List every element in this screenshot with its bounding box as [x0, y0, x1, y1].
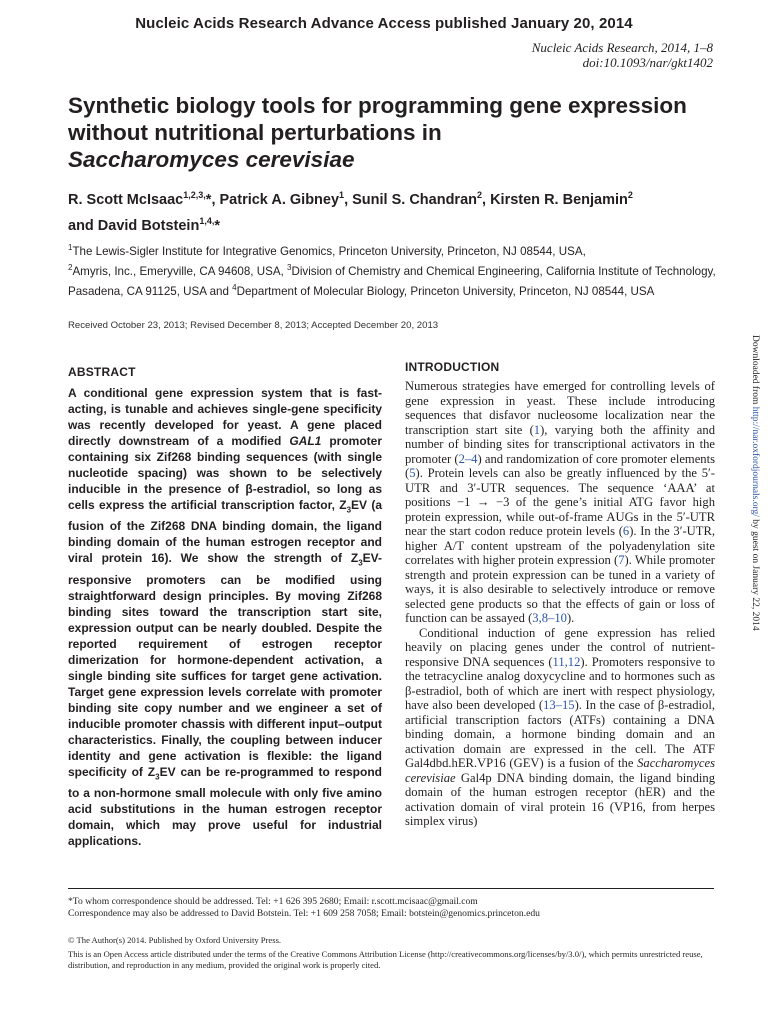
affiliation-number: 4 [232, 282, 237, 292]
reference-link[interactable]: 11,12 [552, 654, 581, 669]
author-affiliation-marker: 2 [627, 190, 633, 200]
footnote-divider [68, 888, 714, 889]
copyright-notice [68, 935, 728, 971]
affiliation-text: Division of Chemistry and Chemical Engineering, California Institute of Technology, Pasadena, CA 91125, USA and [68, 264, 716, 298]
intro-segment: ) and randomization of core promoter elements ( [405, 451, 715, 480]
intro-segment: ). [566, 611, 575, 625]
download-watermark [750, 335, 760, 631]
reference-link[interactable]: 5 [409, 466, 416, 480]
reference-link[interactable]: 1 [533, 422, 541, 437]
watermark-text: by guest on January 22, 2014 [750, 516, 760, 631]
author-name: R. Scott McIsaac [68, 191, 184, 208]
journal-link[interactable]: http://nar.oxfordjournals.org/ [750, 406, 760, 517]
title-species: Saccharomyces cerevisiae [68, 147, 355, 172]
abstract-segment: A conditional gene expression system that is fast-acting, is tunable and achieves single-gene specificity was recently developed for yeast. A gene placed directly downstream of a modified [68, 386, 382, 448]
species-name: Saccharomyces cerevisiae [405, 756, 715, 785]
introduction-text [405, 379, 715, 829]
abstract-segment: EV (a fusion of the Zif268 DNA binding domain, the ligand binding domain of the human estrogen receptor and viral protein 16). We show the strength of Z [68, 498, 383, 566]
correspondence-footnote [68, 896, 728, 920]
abstract-text [68, 385, 382, 849]
journal-citation [532, 40, 713, 70]
intro-segment: ). While promoter strength and protein expression can be tuned in a variety of ways, it is also desirable to selectively introduce or remove selected gene products so that the effects of gain or loss of function can be assayed ( [405, 553, 715, 625]
author-affiliation-marker: 1,2,3, [183, 190, 206, 200]
affiliations [68, 240, 728, 300]
author-list [68, 185, 708, 237]
reference-link[interactable]: 13–15 [543, 698, 575, 712]
affiliation-text: Department of Molecular Biology, Princeton University, Princeton, NJ 08544, USA [236, 284, 655, 298]
author-name: and David Botstein [68, 217, 200, 234]
citation-line: Nucleic Acids Research, 2014, 1–8 [531, 40, 713, 55]
affiliation-text: The Lewis-Sigler Institute for Integrative Genomics, Princeton University, Princeton, NJ 08544, USA, [72, 244, 586, 258]
intro-segment: Gal4p DNA binding domain, the ligand binding domain of the human estrogen receptor (hER) and the activation domain of viral protein 16 (VP16, from herpes simplex virus) [405, 770, 715, 828]
author [490, 192, 633, 208]
affiliation-text: Amyris, Inc., Emeryville, CA 94608, USA, [72, 264, 288, 278]
reference-link[interactable]: 3,8–10 [532, 611, 567, 625]
license-text: This is an Open Access article distributed under the terms of the Creative Commons Attribution License (http://creativecommons.org/licenses/by/3.0/), which permits unrestricted reuse, distribution, and reproduction in any medium, provided the original work is properly cited. [68, 949, 703, 970]
abstract-segment: EV-responsive promoters can be modified using straightforward design principles. By moving Zif268 binding sites toward the transcription start site, expression output can be nearly doubled. Despite the reported requirement of estrogen receptor dimerization for hormone-dependent activation, a single binding site suffices for target gene activation. Target gene expression levels correlate with promoter binding site copy number and we engineer a set of inducible promoter chassis with different input–output characteristics. Finally, the coupling between inducer identity and gene activation is flexible: the ligand specificity of Z [68, 551, 382, 779]
affiliation-number: 3 [287, 262, 292, 272]
author [68, 215, 220, 234]
author-name: Kirsten R. Benjamin [490, 191, 628, 208]
author-affiliation-marker: 2 [477, 190, 483, 200]
paper-title [68, 92, 708, 173]
reference-link[interactable]: 2–4 [458, 451, 478, 466]
subscript: 3 [358, 558, 363, 568]
reference-link[interactable]: 7 [618, 553, 625, 567]
intro-segment: ). Protein levels can also be greatly influenced by the 5′-UTR and 3′-UTR sequences. The sequence ‘AAA’ at positions −1 → −3 of the gene’s initial ATG favor high protein expression, while out-of-frame AUGs in the 5′-UTR near the start codon reduce protein levels ( [405, 466, 715, 538]
subscript: 3 [155, 772, 160, 782]
intro-segment: ). In the 3′-UTR, higher A/T content upstream of the polyadenylation site correlates with higher protein expression ( [405, 524, 715, 567]
intro-paragraph [405, 379, 715, 626]
corresponding-marker: * [205, 191, 212, 208]
watermark-text: Downloaded from [750, 335, 760, 407]
intro-segment: ), varying both the affinity and number of binding sites for transcriptional activators in the promoter ( [405, 422, 715, 466]
author-affiliation-marker: 1,4, [199, 215, 215, 226]
subscript: 3 [346, 505, 352, 515]
affiliation-2-4 [68, 260, 728, 300]
reference-link[interactable]: 6 [622, 524, 630, 538]
footnote-line: *To whom correspondence should be addressed. Tel: +1 626 395 2680; Email: r.scott.mcisaac@gmail.com [68, 896, 478, 907]
author-separator: , [482, 191, 491, 208]
abstract-segment: EV can be re-programmed to respond to a non-hormone small molecule with only five amino acid substitutions in the human estrogen receptor domain, which may prove useful for industrial applications. [68, 764, 382, 849]
doi-line: doi:10.1093/nar/gkt1402 [582, 55, 713, 70]
affiliation-number: 1 [68, 243, 73, 252]
received-dates: Received October 23, 2013; Revised December 8, 2013; Accepted December 20, 2013 [68, 320, 439, 331]
journal-banner: Nucleic Acids Research Advance Access published January 20, 2014 [135, 15, 633, 32]
author-name: Patrick A. Gibney [219, 191, 340, 208]
intro-paragraph [405, 626, 715, 829]
intro-segment: Conditional induction of gene expression has relied heavily on placing genes under the control of nutrient-responsive DNA sequences ( [405, 625, 715, 669]
author-affiliation-marker: 1 [339, 190, 345, 200]
affiliation-1 [68, 240, 728, 260]
author [220, 192, 353, 208]
abstract-heading: ABSTRACT [68, 365, 136, 379]
intro-segment: Numerous strategies have emerged for controlling levels of gene expression in yeast. These include introducing sequences that disfavor nucleosome localization near the transcription start site ( [405, 379, 715, 437]
author-separator: , [211, 191, 220, 208]
author-name: Sunil S. Chandran [352, 191, 477, 208]
title-main: Synthetic biology tools for programming gene expression without nutritional perturbations in [68, 93, 687, 145]
author [352, 192, 490, 208]
author [68, 192, 220, 208]
copyright-line: © The Author(s) 2014. Published by Oxford University Press. [68, 935, 282, 945]
intro-segment: ). In the case of β-estradiol, artificial transcription factors (ATFs) containing a DNA binding domain, a hormone binding domain and an activation domain are expressed in the cell. The ATF Gal4dbd.hER.VP16 (GEV) is a fusion of the [405, 698, 715, 770]
abstract-segment: promoter containing six Zif268 binding sequences (with single nucleotide spacing) was shown to be selectively inducible in the presence of β-estradiol, so long as cells express the artificial transcription factor, Z [68, 434, 382, 512]
author-separator: , [344, 191, 353, 208]
affiliation-number: 2 [68, 262, 73, 272]
introduction-heading: INTRODUCTION [405, 360, 500, 374]
corresponding-marker: * [214, 217, 220, 234]
gene-name: GAL1 [289, 434, 322, 448]
intro-segment: ). Promoters responsive to the tetracycline analog doxycycline and to hormones such as β-estradiol, both of which are inert with respect physiology, have also been developed ( [405, 654, 715, 712]
footnote-line: Correspondence may also be addressed to David Botstein. Tel: +1 609 258 7058; Email: botstein@genomics.princeton.edu [68, 908, 540, 919]
